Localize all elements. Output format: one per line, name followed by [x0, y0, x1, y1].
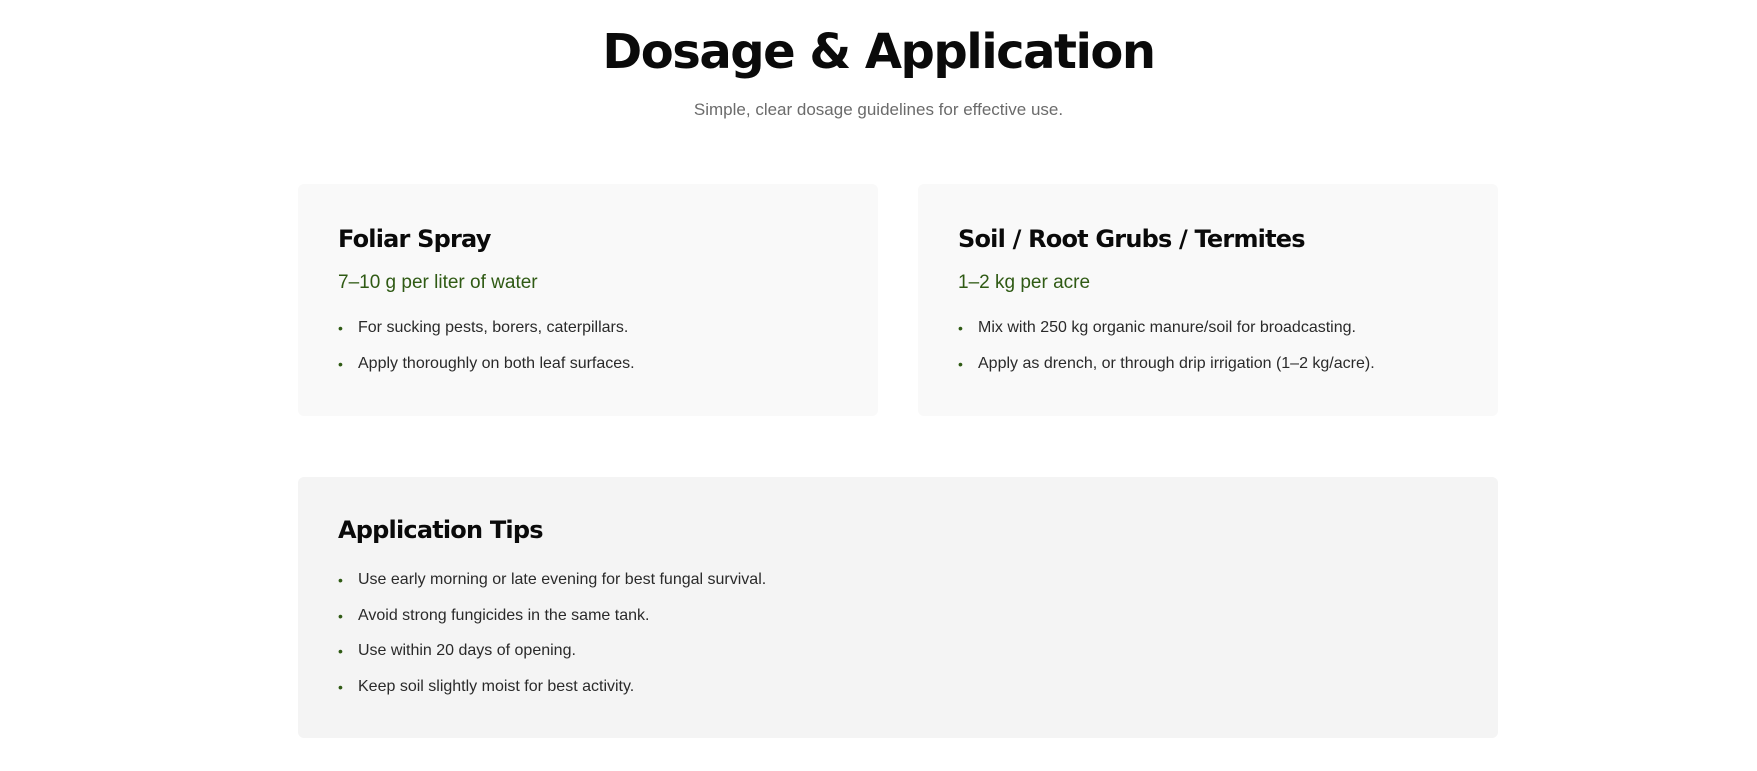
list-item: [338, 570, 766, 590]
list-item: [338, 354, 635, 374]
list-item-text: Use early morning or late evening for best fungal survival.: [358, 571, 767, 588]
bullet-list: [958, 318, 1375, 390]
bullet-list: [338, 318, 635, 390]
list-item: [958, 354, 1375, 374]
bullet-list: [338, 570, 766, 712]
bullet-icon: •: [958, 320, 963, 336]
application-tips-card: [298, 477, 1498, 738]
list-item: [338, 318, 635, 338]
list-item-text: Keep soil slightly moist for best activity.: [358, 677, 635, 695]
card-title: Application Tips: [338, 516, 543, 544]
list-item-text: Mix with 250 kg organic manure/soil for broadcasting.: [978, 319, 1356, 336]
list-item-text: For sucking pests, borers, caterpillars.: [358, 319, 629, 336]
dosage-rate: 7–10 g per liter of water: [338, 272, 538, 293]
dosage-rate: 1–2 kg per acre: [958, 272, 1091, 293]
bullet-icon: •: [338, 678, 343, 695]
list-item-text: Avoid strong fungicides in the same tank.: [358, 606, 650, 624]
card-title: Soil / Root Grubs / Termites: [958, 225, 1305, 253]
bullet-icon: •: [958, 356, 963, 372]
list-item-text: Apply thoroughly on both leaf surfaces.: [358, 355, 635, 372]
list-item: [338, 606, 766, 626]
list-item-text: Apply as drench, or through drip irrigation (1–2 kg/acre).: [978, 355, 1375, 372]
list-item: [958, 318, 1375, 338]
bullet-icon: •: [338, 356, 343, 372]
card-title: Foliar Spray: [338, 225, 491, 253]
list-item-text: Use within 20 days of opening.: [358, 642, 576, 659]
list-item: [338, 641, 766, 661]
list-item: [338, 677, 766, 697]
bullet-icon: •: [338, 572, 343, 588]
soil-application-card: [918, 184, 1498, 416]
bullet-icon: •: [338, 643, 343, 659]
bullet-icon: •: [338, 607, 343, 624]
page-subtitle: Simple, clear dosage guidelines for effective use.: [693, 100, 1064, 119]
bullet-icon: •: [338, 320, 343, 336]
foliar-spray-card: [298, 184, 878, 416]
page-title: Dosage & Application: [602, 24, 1155, 80]
